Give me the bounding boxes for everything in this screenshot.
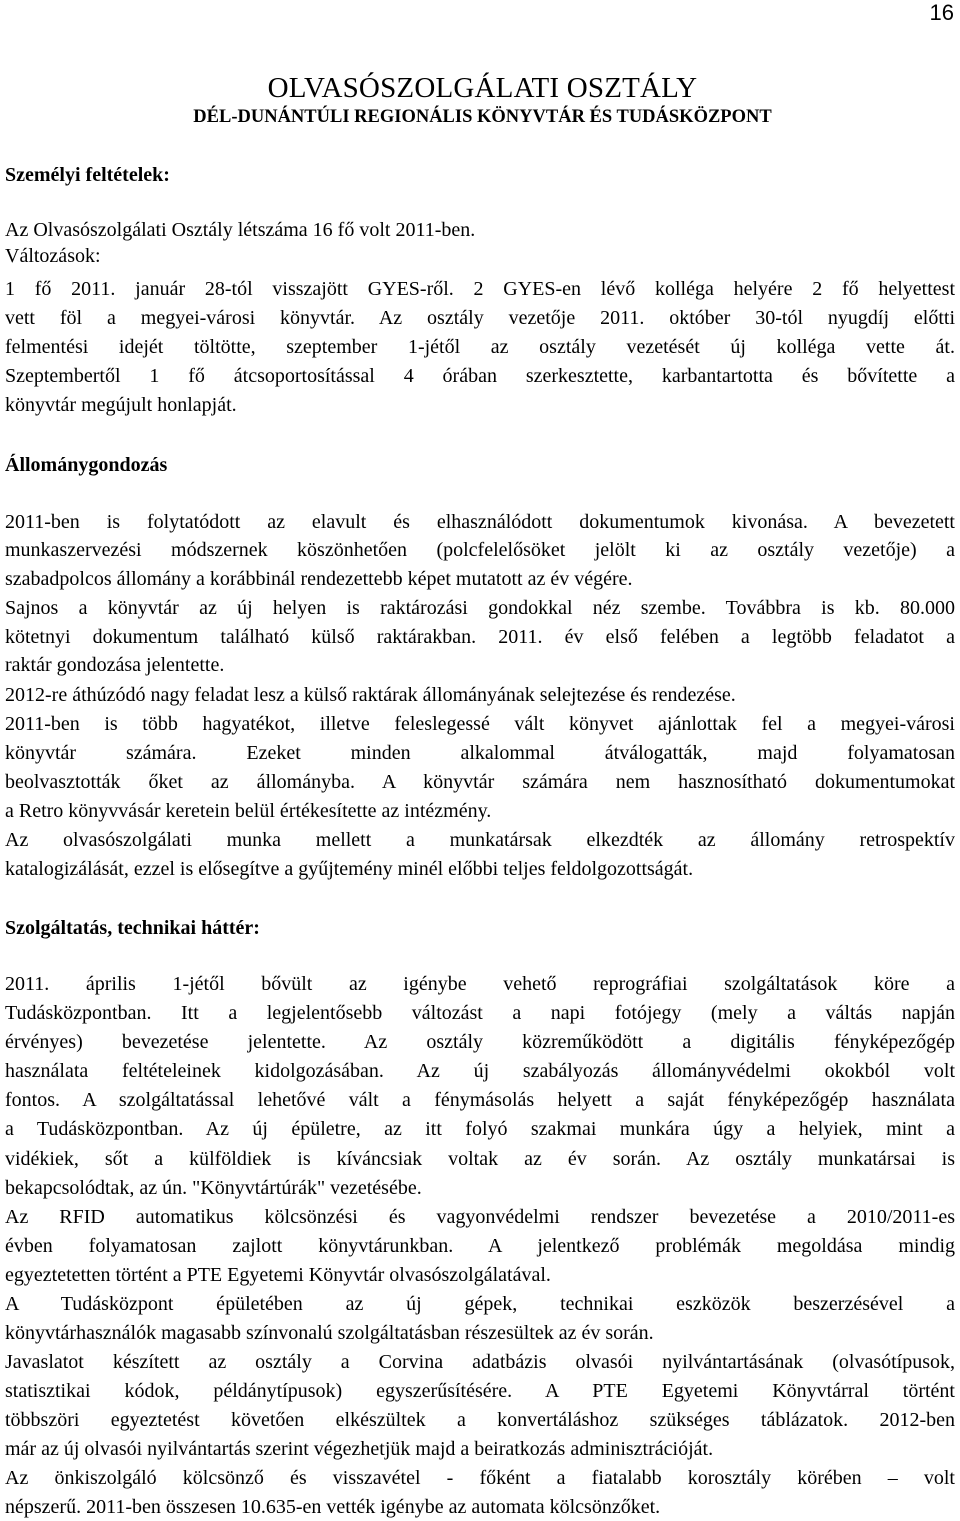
text-line: vett föl a megyei-városi könyvtár. Az osztály vezetője 2011. október 30-tól nyugdíj előtti [5,307,955,329]
text-line: katalogizálását, ezzel is elősegítve a gyűjtemény minél előbbi teljes feldolgozottságát. [5,858,694,880]
text-line: kötetnyi dokumentum található külső raktárakban. 2011. év első felében a legtöbb feladatot a [5,626,955,648]
text-line: már az új olvasói nyilvántartás szerint végezhetjük majd a beiratkozás adminisztrációját. [5,1438,714,1460]
page-subtitle: DÉL-DUNÁNTÚLI REGIONÁLIS KÖNYVTÁR ÉS TUDÁSKÖZPONT [193,107,772,127]
section-heading-collection: Állománygondozás [5,454,168,476]
text-line: használata feltételeinek kidolgozásában. Az új szabályozás állományvédelmi okokból volt [5,1060,955,1082]
text-line: felmentési idejét töltötte, szeptember 1-jétől az osztály vezetését új kolléga vette át. [5,336,955,358]
text-line: könyvtár megújult honlapját. [5,394,237,416]
page-number: 16 [929,0,954,25]
text-line: Javaslatot készített az osztály a Corvina adatbázis olvasói nyilvántartásának (olvasótípusok, [5,1351,955,1373]
text-line: bekapcsolódtak, az ún. "Könyvtártúrák" vezetésébe. [5,1177,422,1199]
text-line: munkaszervezési módszernek köszönhetően (polcfelelősöket jelölt ki az osztály vezetője) a [5,539,955,561]
text-line: Tudásközpontban. Itt a legjelentősebb változást a napi fotójegy (mely a váltás napján [5,1002,955,1024]
text-line: többszöri egyeztetést követően elkészültek a konvertáláshoz szükséges táblázatok. 2012-ben [5,1409,955,1431]
section-heading-personal: Személyi feltételek: [5,164,170,186]
text-line: A Tudásközpont épületében az új gépek, technikai eszközök beszerzésével a [5,1293,955,1315]
text-line: 1 fő 2011. január 28-tól visszajött GYES-ről. 2 GYES-en lévő kolléga helyére 2 fő helyettest [5,278,955,300]
text-line: évben folyamatosan zajlott könyvtárunkban. A jelentkező problémák megoldása mindig [5,1235,955,1257]
text-line: Változások: [5,245,101,267]
text-line: könyvtár számára. Ezeket minden alkalommal átválogatták, majd folyamatosan [5,742,955,764]
page-title: OLVASÓSZOLGÁLATI OSZTÁLY [267,72,698,104]
text-line: Az Olvasószolgálati Osztály létszáma 16 fő volt 2011-ben. [5,219,476,241]
text-line: könyvtárhasználók magasabb színvonalú szolgáltatásban részesültek az év során. [5,1322,654,1344]
text-line: fontos. A szolgáltatással lehetővé vált a fénymásolás helyett a saját fényképezőgép használata [5,1089,955,1111]
text-line: 2011-ben is folytatódott az elavult és elhasználódott dokumentumok kivonása. A bevezetett [5,511,955,533]
text-line: népszerű. 2011-ben összesen 10.635-en vették igénybe az automata kölcsönzőket. [5,1496,661,1518]
text-line: Az önkiszolgáló kölcsönző és visszavétel - főként a fiatalabb korosztály körében – volt [5,1467,955,1489]
text-line: a Tudásközpontban. Az új épületre, az itt folyó szakmai munkára úgy a helyiek, mint a [5,1118,955,1140]
text-line: vidékiek, sőt a külföldiek is kíváncsiak voltak az év során. Az osztály munkatársai is [5,1148,955,1170]
text-line: 2011. április 1-jétől bővült az igénybe vehető reprográfiai szolgáltatások köre a [5,973,955,995]
text-line: statisztikai kódok, példánytípusok) egyszerűsítésére. A PTE Egyetemi Könyvtárral történt [5,1380,955,1402]
text-line: érvényes) bevezetése jelentette. Az osztály közreműködött a digitális fényképezőgép [5,1031,955,1053]
text-line: szabadpolcos állomány a korábbinál rendezettebb képet mutatott az év végére. [5,568,633,590]
section-heading-services: Szolgáltatás, technikai háttér: [5,917,260,939]
text-line: a Retro könyvvásár keretein belül értékesítette az intézmény. [5,800,492,822]
text-line: beolvasztották őket az állományba. A könyvtár számára nem hasznosítható dokumentumokat [5,771,955,793]
text-line: 2011-ben is több hagyatékot, illetve feleslegessé vált könyvet ajánlottak fel a megyei-városi [5,713,955,735]
text-line: Az olvasószolgálati munka mellett a munkatársak elkezdték az állomány retrospektív [5,829,955,851]
text-line: 2012-re áthúzódó nagy feladat lesz a külső raktárak állományának selejtezése és rendezése. [5,684,736,706]
text-line: egyeztetetten történt a PTE Egyetemi Könyvtár olvasószolgálatával. [5,1264,551,1286]
text-line: raktár gondozása jelentette. [5,654,225,676]
text-line: Szeptembertől 1 fő átcsoportosítással 4 órában szerkesztette, karbantartotta és bővítette a [5,365,955,387]
text-line: Sajnos a könyvtár az új helyen is raktározási gondokkal néz szembe. Továbbra is kb. 80.000 [5,597,955,619]
text-line: Az RFID automatikus kölcsönzési és vagyonvédelmi rendszer bevezetése a 2010/2011-es [5,1206,955,1228]
